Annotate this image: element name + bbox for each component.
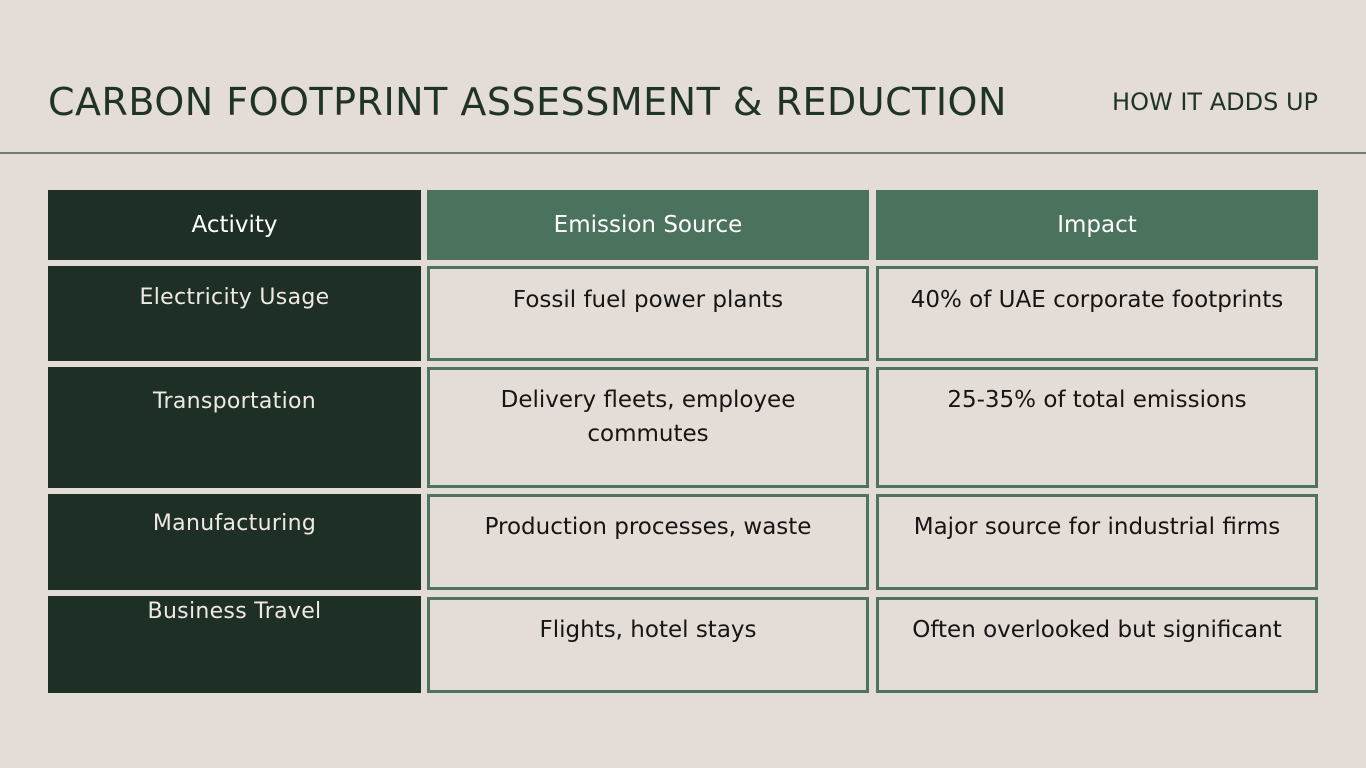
table-row-activity: Electricity Usage — [48, 266, 421, 361]
column-header-activity: Activity — [48, 190, 421, 260]
table-row-impact: 25-35% of total emissions — [876, 367, 1318, 488]
table-row-activity: Manufacturing — [48, 494, 421, 590]
table-row-source: Production processes, waste — [427, 494, 869, 590]
table-row-source: Flights, hotel stays — [427, 597, 869, 693]
title-divider — [0, 152, 1366, 154]
table-row-activity: Business Travel — [48, 596, 421, 693]
table-row-source: Delivery fleets, employee commutes — [427, 367, 869, 488]
table-row-impact: Major source for industrial firms — [876, 494, 1318, 590]
page-subtitle: HOW IT ADDS UP — [1112, 88, 1318, 116]
table-row-source: Fossil fuel power plants — [427, 266, 869, 361]
table-row-impact: Often overlooked but significant — [876, 597, 1318, 693]
column-header-emission-source: Emission Source — [427, 190, 869, 260]
column-header-impact: Impact — [876, 190, 1318, 260]
page-title: CARBON FOOTPRINT ASSESSMENT & REDUCTION — [48, 80, 1007, 124]
table-row-impact: 40% of UAE corporate footprints — [876, 266, 1318, 361]
table-row-activity: Transportation — [48, 367, 421, 488]
